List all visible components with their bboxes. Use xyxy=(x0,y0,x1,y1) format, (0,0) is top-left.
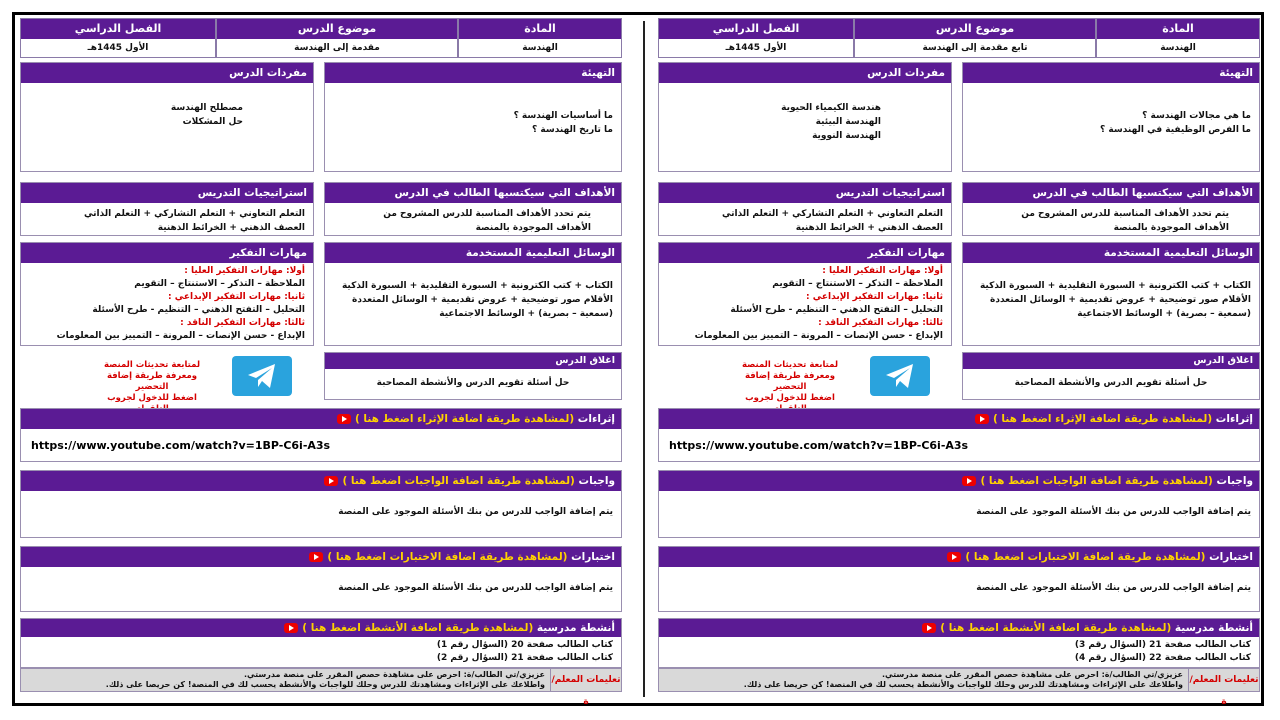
thinking-heading: ثانيا: مهارات التفكير الإبداعي : xyxy=(168,292,305,302)
tests-text: يتم إضافة الواجب للدرس من بنك الأسئلة الموجود على المنصة xyxy=(976,583,1251,593)
youtube-icon[interactable] xyxy=(337,414,351,424)
youtube-icon[interactable] xyxy=(962,476,976,486)
instructions-label: تعليمات المعلم/ة xyxy=(550,669,621,691)
subject-label: المادة xyxy=(1097,19,1259,39)
vocab-line: مصطلح الهندسة xyxy=(170,103,243,113)
tests-text: يتم إضافة الواجب للدرس من بنك الأسئلة الموجود على المنصة xyxy=(338,583,613,593)
strategies-line: العصف الذهني + الخرائط الذهنية xyxy=(157,223,305,233)
homework-header xyxy=(21,471,621,491)
lesson-plan-page xyxy=(658,18,1260,707)
tools-box xyxy=(324,242,622,346)
activities-line: كتاب الطالب صفحة 22 (السؤال رقم 4) xyxy=(1074,653,1251,663)
vocab-body xyxy=(21,83,313,133)
telegram-note[interactable] xyxy=(92,360,212,415)
lesson-header xyxy=(658,18,1260,58)
warmup-body xyxy=(963,83,1259,141)
term-label: الفصل الدراسي xyxy=(21,19,215,39)
vocab-box xyxy=(658,62,952,172)
instructions-line: واطلاعك على الإثراءات ومشاهدتك للدرس وحلك للواجبات والأنشطة يحسب لك في المنصة! كن حريصا على ذلك. xyxy=(105,680,545,689)
thinking-line: الإبداع - حسن الإنصات – المرونة – التمييز بين المعلومات xyxy=(56,331,305,341)
vocab-body xyxy=(659,83,951,147)
instructions-line: عزيزي/تي الطالب/ة: احرص على مشاهدة حصص المقرر على منصة مدرستي. xyxy=(244,670,545,679)
vocab-line: الهندسة النووية xyxy=(812,131,881,141)
term-cell xyxy=(658,18,854,58)
warmup-box xyxy=(962,62,1260,172)
activities-box xyxy=(658,618,1260,668)
vocab-line: الهندسة البيئية xyxy=(815,117,881,127)
thinking-box xyxy=(658,242,952,346)
closing-box xyxy=(324,352,622,400)
instructions-line: عزيزي/تي الطالب/ة: احرص على مشاهدة حصص المقرر على منصة مدرستي. xyxy=(882,670,1183,679)
objectives-box xyxy=(324,182,622,236)
thinking-title: مهارات التفكير xyxy=(21,243,313,263)
strategies-line: التعلم التعاوني + التعلم التشاركي + التعلم الذاتي xyxy=(84,209,305,219)
enrich-title: إثراءات xyxy=(1215,413,1253,425)
warmup-line: ما هي مجالات الهندسة ؟ xyxy=(1142,111,1251,121)
topic-label: موضوع الدرس xyxy=(855,19,1095,39)
thinking-heading: أولا: مهارات التفكير العليا : xyxy=(822,266,943,276)
objectives-text: يتم تحدد الأهداف المناسبة للدرس المشروح من الأهداف الموجودة بالمنصة xyxy=(383,209,591,233)
vocab-title: مفردات الدرس xyxy=(659,63,951,83)
activities-title: أنشطة مدرسية xyxy=(1174,622,1253,634)
subject-label: المادة xyxy=(459,19,621,39)
strategies-body xyxy=(21,203,313,239)
homework-title: واجبات xyxy=(578,475,615,487)
tools-body xyxy=(325,263,621,325)
topic-cell xyxy=(854,18,1096,58)
homework-box xyxy=(20,470,622,538)
topic-label: موضوع الدرس xyxy=(217,19,457,39)
strategies-title: استراتيجيات التدريس xyxy=(659,183,951,203)
tools-line: الأقلام صور توضيحية + عروض تقديمية + الوسائل المتعددة xyxy=(990,295,1251,305)
telegram-note[interactable] xyxy=(730,360,850,415)
enrich-box xyxy=(658,408,1260,462)
tests-box xyxy=(658,546,1260,612)
strategies-line: العصف الذهني + الخرائط الذهنية xyxy=(795,223,943,233)
telegram-line: اضغط للدخول لجروب xyxy=(745,393,835,403)
instructions-text xyxy=(25,670,545,690)
warmup-title: التهيئة xyxy=(963,63,1259,83)
youtube-icon[interactable] xyxy=(975,414,989,424)
enrich-url[interactable]: https://www.youtube.com/watch?v=1BP-C6i-A3s xyxy=(31,439,331,452)
activities-body xyxy=(659,637,1259,669)
homework-box xyxy=(658,470,1260,538)
activities-line: كتاب الطالب صفحة 21 (السؤال رقم 3) xyxy=(1074,640,1251,650)
tests-title: اختبارات xyxy=(571,551,615,563)
homework-text: يتم إضافة الواجب للدرس من بنك الأسئلة الموجود على المنصة xyxy=(976,507,1251,517)
activities-body xyxy=(21,637,621,669)
activities-line: كتاب الطالب صفحة 21 (السؤال رقم 2) xyxy=(436,653,613,663)
vocab-line: حل المشكلات xyxy=(182,117,243,127)
thinking-body xyxy=(21,263,313,347)
instructions-text xyxy=(663,670,1183,690)
subject-cell xyxy=(458,18,622,58)
thinking-line: التحليل – التفتح الذهني – التنظيم - طرح الأسئلة xyxy=(730,305,943,315)
strategies-box xyxy=(658,182,952,236)
lesson-header xyxy=(20,18,622,58)
instructions-line: واطلاعك على الإثراءات ومشاهدتك للدرس وحلك للواجبات والأنشطة يحسب لك في المنصة! كن حريصا على ذلك. xyxy=(743,680,1183,689)
homework-title: واجبات xyxy=(1216,475,1253,487)
thinking-title: مهارات التفكير xyxy=(659,243,951,263)
youtube-icon[interactable] xyxy=(284,623,298,633)
telegram-line: لمتابعة تحديثات المنصة xyxy=(103,360,201,370)
warmup-body xyxy=(325,83,621,141)
activities-header xyxy=(21,619,621,637)
vocab-title: مفردات الدرس xyxy=(21,63,313,83)
tools-body xyxy=(963,263,1259,325)
activities-box xyxy=(20,618,622,668)
tests-title: اختبارات xyxy=(1209,551,1253,563)
enrich-header xyxy=(21,409,621,429)
warmup-line: ما تاريخ الهندسة ؟ xyxy=(532,125,613,135)
closing-text: حل أسئلة تقويم الدرس والأنشطة المصاحبة xyxy=(1014,378,1208,388)
telegram-line: اضغط للدخول لجروب xyxy=(107,393,197,403)
strategies-line: التعلم التعاوني + التعلم التشاركي + التعلم الذاتي xyxy=(722,209,943,219)
enrich-header xyxy=(659,409,1259,429)
tools-line: (سمعية – بصرية) + الوسائط الاجتماعية xyxy=(439,309,613,319)
activities-line: كتاب الطالب صفحة 20 (السؤال رقم 1) xyxy=(436,640,613,650)
closing-text: حل أسئلة تقويم الدرس والأنشطة المصاحبة xyxy=(376,378,570,388)
activities-header xyxy=(659,619,1259,637)
warmup-line: ما أساسيات الهندسة ؟ xyxy=(513,111,613,121)
telegram-line: ومعرفة طريقة إضافة التحضير xyxy=(106,371,198,392)
warmup-title: التهيئة xyxy=(325,63,621,83)
strategies-box xyxy=(20,182,314,236)
subject-value: الهندسة xyxy=(522,43,558,53)
youtube-icon[interactable] xyxy=(922,623,936,633)
term-value: الأول 1445هـ xyxy=(725,43,787,53)
vocab-line: هندسة الكيمياء الحيوية xyxy=(781,103,881,113)
youtube-icon[interactable] xyxy=(309,552,323,562)
enrich-url[interactable]: https://www.youtube.com/watch?v=1BP-C6i-A3s xyxy=(669,439,969,452)
teacher-instructions xyxy=(658,668,1260,707)
homework-header xyxy=(659,471,1259,491)
youtube-icon[interactable] xyxy=(947,552,961,562)
tests-header xyxy=(21,547,621,567)
subject-cell xyxy=(1096,18,1260,58)
tests-video-link[interactable]: (لمشاهدة طريقة اضافة الاختبارات اضغط هنا ) xyxy=(965,551,1206,563)
closing-title: اغلاق الدرس xyxy=(325,353,621,369)
enrich-video-link[interactable]: (لمشاهدة طريقة اضافة الإثراء اضغط هنا ) xyxy=(992,413,1213,425)
closing-title: اغلاق الدرس xyxy=(963,353,1259,369)
thinking-line: التحليل – التفتح الذهني – التنظيم - طرح الأسئلة xyxy=(92,305,305,315)
tools-line: (سمعية – بصرية) + الوسائط الاجتماعية xyxy=(1077,309,1251,319)
telegram-button[interactable] xyxy=(232,356,292,396)
enrich-video-link[interactable]: (لمشاهدة طريقة اضافة الإثراء اضغط هنا ) xyxy=(354,413,575,425)
enrich-title: إثراءات xyxy=(577,413,615,425)
thinking-line: الملاحظة – التذكر – الاستنتاج – التقويم xyxy=(772,279,943,289)
telegram-line: ومعرفة طريقة إضافة التحضير xyxy=(744,371,836,392)
warmup-line: ما الفرص الوظيفية في الهندسة ؟ xyxy=(1100,125,1251,135)
homework-text: يتم إضافة الواجب للدرس من بنك الأسئلة الموجود على المنصة xyxy=(338,507,613,517)
tools-title: الوسائل التعليمية المستخدمة xyxy=(963,243,1259,263)
objectives-title: الأهداف التي سيكتسبها الطالب في الدرس xyxy=(963,183,1259,203)
tools-box xyxy=(962,242,1260,346)
thinking-box xyxy=(20,242,314,346)
activities-title: أنشطة مدرسية xyxy=(536,622,615,634)
thinking-heading: ثانيا: مهارات التفكير الإبداعي : xyxy=(806,292,943,302)
youtube-icon[interactable] xyxy=(324,476,338,486)
tests-header xyxy=(659,547,1259,567)
subject-value: الهندسة xyxy=(1160,43,1196,53)
topic-value: مقدمة إلى الهندسة xyxy=(294,43,380,53)
tests-video-link[interactable]: (لمشاهدة طريقة اضافة الاختبارات اضغط هنا ) xyxy=(327,551,568,563)
teacher-instructions xyxy=(20,668,622,707)
activities-video-link[interactable]: (لمشاهدة طريقة اضافة الأنشطة اضغط هنا ) xyxy=(940,622,1172,634)
enrich-box xyxy=(20,408,622,462)
activities-video-link[interactable]: (لمشاهدة طريقة اضافة الأنشطة اضغط هنا ) xyxy=(302,622,534,634)
topic-value: تابع مقدمة إلى الهندسة xyxy=(922,43,1028,53)
strategies-title: استراتيجيات التدريس xyxy=(21,183,313,203)
homework-video-link[interactable]: (لمشاهدة طريقة اضافة الواجبات اضغط هنا ) xyxy=(980,475,1213,487)
telegram-line: لمتابعة تحديثات المنصة xyxy=(741,360,839,370)
thinking-heading: أولا: مهارات التفكير العليا : xyxy=(184,266,305,276)
lesson-plan-page xyxy=(20,18,622,707)
tools-line: الكتاب + كتب الكترونية + السبورة التقليدية + السبورة الذكية xyxy=(979,281,1251,291)
telegram-button[interactable] xyxy=(870,356,930,396)
term-label: الفصل الدراسي xyxy=(659,19,853,39)
tools-title: الوسائل التعليمية المستخدمة xyxy=(325,243,621,263)
thinking-heading: ثالثا: مهارات التفكير الناقد : xyxy=(180,318,305,328)
term-cell xyxy=(20,18,216,58)
tests-box xyxy=(20,546,622,612)
thinking-heading: ثالثا: مهارات التفكير الناقد : xyxy=(818,318,943,328)
vocab-box xyxy=(20,62,314,172)
page-divider xyxy=(643,21,645,697)
tools-line: الأقلام صور توضيحية + عروض تقديمية + الوسائل المتعددة xyxy=(352,295,613,305)
warmup-box xyxy=(324,62,622,172)
instructions-label: تعليمات المعلم/ة xyxy=(1188,669,1259,691)
objectives-title: الأهداف التي سيكتسبها الطالب في الدرس xyxy=(325,183,621,203)
thinking-line: الإبداع - حسن الإنصات – المرونة – التمييز بين المعلومات xyxy=(694,331,943,341)
homework-video-link[interactable]: (لمشاهدة طريقة اضافة الواجبات اضغط هنا ) xyxy=(342,475,575,487)
objectives-text: يتم تحدد الأهداف المناسبة للدرس المشروح من الأهداف الموجودة بالمنصة xyxy=(1021,209,1229,233)
objectives-box xyxy=(962,182,1260,236)
topic-cell xyxy=(216,18,458,58)
closing-box xyxy=(962,352,1260,400)
telegram-icon xyxy=(884,362,916,390)
strategies-body xyxy=(659,203,951,239)
thinking-body xyxy=(659,263,951,347)
telegram-icon xyxy=(246,362,278,390)
term-value: الأول 1445هـ xyxy=(87,43,149,53)
thinking-line: الملاحظة – التذكر – الاستنتاج – التقويم xyxy=(134,279,305,289)
tools-line: الكتاب + كتب الكترونية + السبورة التقليدية + السبورة الذكية xyxy=(341,281,613,291)
